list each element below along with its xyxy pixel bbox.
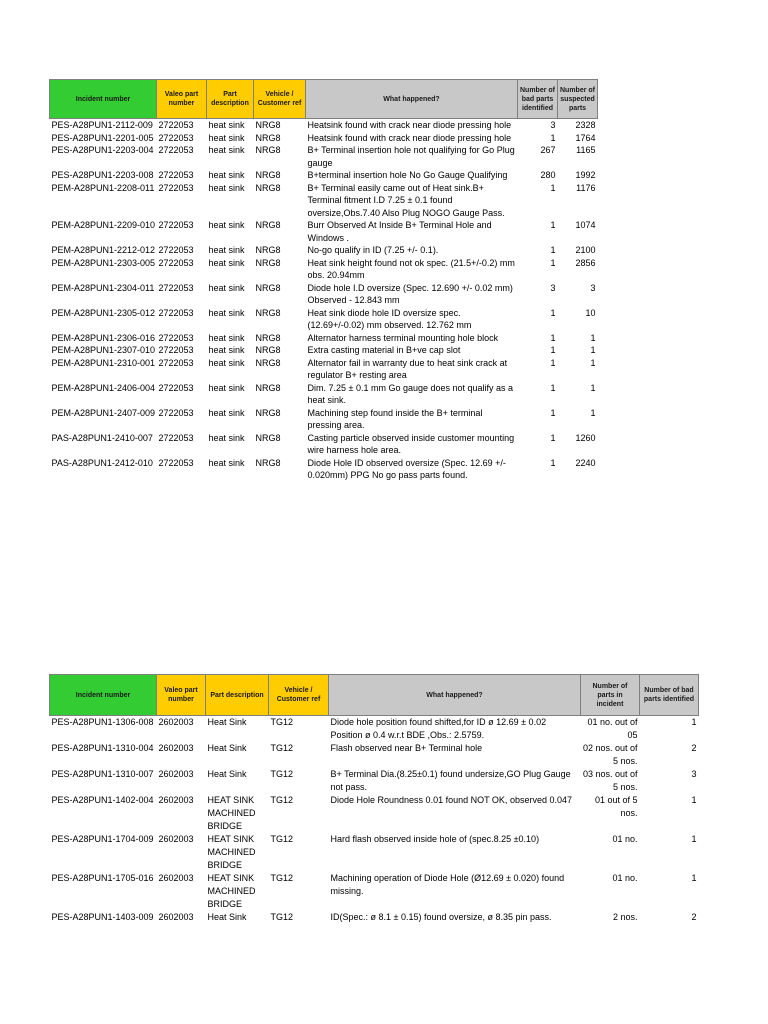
cell-incident-number: PEM-A28PUN1-2306-016 [51, 332, 156, 343]
cell-incident-number: PEM-A28PUN1-2304-011 [51, 282, 155, 293]
cell-parts-in-incident: 2 nos. [612, 912, 638, 922]
header-vehicle-customer-ref: Vehicle / Customer ref [269, 675, 329, 716]
cell-part-description: Heat Sink [207, 769, 247, 779]
cell-what-happened: Heatsink found with crack near diode pressing hole [307, 132, 512, 143]
table-row [50, 432, 598, 457]
header-what-happened: What happened? [306, 80, 518, 119]
cell-part-description: heat sink [208, 282, 245, 293]
cell-part-description: Heat Sink [207, 743, 247, 753]
cell-part-description: heat sink [208, 457, 245, 468]
cell-what-happened: Burr Observed At Inside B+ Terminal Hole and Windows . [307, 220, 492, 243]
cell-part-description: heat sink [208, 245, 245, 255]
cell-part-description: heat sink [208, 132, 245, 143]
cell-suspected-parts: 2100 [575, 245, 596, 255]
header-part-description: Part description [206, 675, 269, 716]
table-row [50, 182, 598, 220]
cell-part-description: heat sink [208, 382, 245, 393]
cell-bad-parts: 2 [691, 912, 697, 922]
cell-suspected-parts: 1176 [576, 182, 596, 193]
cell-parts-in-incident: 01 no. [612, 873, 638, 883]
table-row [50, 872, 699, 911]
cell-bad-parts: 1 [691, 834, 697, 844]
header-what-happened: What happened? [329, 675, 581, 716]
cell-incident-number: PES-A28PUN1-1705-016 [51, 873, 154, 883]
cell-bad-parts: 1 [550, 332, 556, 343]
cell-what-happened: Casting particle observed inside customer mounting wire harness hole area. [307, 432, 515, 455]
cell-part-number: 2722053 [158, 407, 194, 418]
cell-vehicle: TG12 [270, 717, 294, 727]
cell-incident-number: PES-A28PUN1-2203-004 [51, 145, 154, 155]
cell-what-happened: Flash observed near B+ Terminal hole [330, 743, 483, 753]
cell-vehicle: NRG8 [255, 307, 281, 318]
cell-bad-parts: 3 [691, 769, 697, 779]
cell-what-happened: Diode Hole ID observed oversize (Spec. 12.69 +/- 0.020mm) PPG No go pass parts found. [307, 457, 506, 480]
cell-what-happened: Diode hole position found shifted,for ID ø 12.69 ± 0.02 Position ø 0.4 w.r.t BDE ,Obs.: 2.5759. [330, 717, 547, 740]
cell-incident-number: PES-A28PUN1-2112-009 [51, 120, 153, 130]
cell-part-number: 2602003 [158, 769, 194, 779]
cell-vehicle: TG12 [270, 834, 294, 844]
table-header-row [50, 675, 699, 716]
table-row [50, 716, 699, 743]
cell-what-happened: Dim. 7.25 ± 0.1 mm Go gauge does not qualify as a heat sink. [307, 382, 514, 405]
cell-part-number: 2722053 [158, 357, 194, 368]
cell-part-description: heat sink [208, 120, 245, 130]
table-row [50, 307, 598, 332]
cell-part-number: 2722053 [158, 132, 194, 143]
cell-suspected-parts: 3 [590, 282, 596, 293]
cell-bad-parts: 1 [550, 357, 556, 368]
cell-bad-parts: 267 [540, 145, 556, 155]
cell-bad-parts: 1 [550, 182, 556, 193]
table-row [50, 144, 598, 169]
cell-what-happened: B+ Terminal easily came out of Heat sink.B+ Terminal fitment I.D 7.25 ± 0.1 found oversize,Obs.7.40 Also Plug NOGO Gauge Pass. [307, 182, 505, 218]
cell-part-number: 2722053 [158, 145, 194, 155]
cell-parts-in-incident: 01 no. [612, 834, 638, 844]
cell-part-description: heat sink [208, 257, 245, 268]
cell-vehicle: NRG8 [255, 220, 281, 230]
cell-suspected-parts: 1260 [575, 432, 596, 443]
cell-part-description: heat sink [208, 145, 245, 155]
header-incident-number: Incident number [50, 675, 157, 716]
cell-vehicle: NRG8 [255, 407, 281, 418]
cell-part-number: 2722053 [158, 332, 194, 343]
cell-incident-number: PEM-A28PUN1-2208-011 [51, 182, 155, 193]
header-incident-number: Incident number [50, 80, 157, 119]
cell-vehicle: NRG8 [255, 457, 281, 468]
cell-bad-parts: 1 [550, 307, 556, 318]
cell-part-description: heat sink [208, 332, 245, 343]
header-suspected-parts: Number of suspected parts [558, 80, 598, 119]
cell-incident-number: PEM-A28PUN1-2310-001 [51, 357, 156, 368]
cell-suspected-parts: 10 [585, 307, 596, 318]
cell-suspected-parts: 2856 [575, 257, 596, 268]
table-row [50, 407, 598, 432]
cell-part-description: Heat Sink [207, 717, 247, 727]
cell-part-description: heat sink [208, 345, 245, 355]
header-valeo-part-number: Valeo part number [157, 80, 207, 119]
cell-part-number: 2722053 [158, 345, 194, 355]
cell-incident-number: PEM-A28PUN1-2209-010 [51, 220, 156, 230]
cell-part-description: heat sink [208, 170, 245, 180]
header-valeo-part-number: Valeo part number [157, 675, 206, 716]
cell-what-happened: Heat sink diode hole ID oversize spec. (12.69+/-0.02) mm observed. 12.762 mm [307, 307, 472, 330]
cell-parts-in-incident: 01 no. out of 05 [587, 717, 638, 740]
table-row [50, 332, 598, 345]
cell-vehicle: TG12 [270, 795, 294, 805]
cell-part-number: 2722053 [158, 282, 194, 293]
cell-incident-number: PES-A28PUN1-1306-008 [51, 717, 154, 727]
cell-vehicle: NRG8 [255, 345, 281, 355]
cell-suspected-parts: 1 [590, 382, 596, 393]
cell-what-happened: Machining operation of Diode Hole (Ø12.69 ± 0.020) found missing. [330, 873, 565, 896]
table-row [50, 742, 699, 768]
cell-part-description: heat sink [208, 307, 245, 318]
cell-vehicle: NRG8 [255, 332, 281, 343]
header-part-description: Part description [207, 80, 254, 119]
incident-table-nrg8 [49, 79, 598, 482]
cell-suspected-parts: 2328 [575, 120, 596, 130]
cell-parts-in-incident: 03 nos. out of 5 nos. [582, 769, 638, 792]
cell-part-number: 2722053 [158, 170, 194, 180]
cell-part-number: 2602003 [158, 717, 194, 727]
cell-incident-number: PAS-A28PUN1-2412-010 [51, 457, 153, 468]
cell-suspected-parts: 1 [590, 407, 596, 418]
incident-table-tg12 [49, 674, 699, 924]
cell-bad-parts: 1 [550, 457, 556, 468]
cell-suspected-parts: 1 [590, 332, 596, 343]
table-row [50, 833, 699, 872]
cell-incident-number: PES-A28PUN1-1402-004 [51, 795, 154, 805]
header-vehicle-customer-ref: Vehicle / Customer ref [254, 80, 306, 119]
cell-part-description: heat sink [208, 357, 245, 368]
table-row [50, 794, 699, 833]
table-row [50, 169, 598, 182]
cell-bad-parts: 1 [550, 382, 556, 393]
cell-what-happened: B+ Terminal Dia.(8.25±0.1) found undersize,GO Plug Gauge not pass. [330, 769, 571, 792]
cell-part-number: 2722053 [158, 220, 194, 230]
table-row [50, 344, 598, 357]
cell-bad-parts: 1 [550, 245, 556, 255]
cell-part-description: HEAT SINK MACHINED BRIDGE [207, 834, 256, 870]
cell-incident-number: PEM-A28PUN1-2307-010 [51, 345, 156, 355]
cell-parts-in-incident: 01 out of 5 nos. [594, 795, 638, 818]
table-row [50, 282, 598, 307]
cell-incident-number: PES-A28PUN1-2201-005 [51, 132, 154, 143]
cell-part-number: 2602003 [158, 795, 194, 805]
cell-incident-number: PES-A28PUN1-1704-009 [51, 834, 154, 844]
cell-vehicle: NRG8 [255, 132, 281, 143]
cell-vehicle: NRG8 [255, 170, 281, 180]
table-row [50, 768, 699, 794]
cell-part-number: 2722053 [158, 382, 194, 393]
header-bad-parts: Number of bad parts identified [640, 675, 699, 716]
cell-what-happened: Diode Hole Roundness 0.01 found NOT OK, observed 0.047 [330, 795, 572, 805]
cell-part-number: 2602003 [158, 912, 194, 922]
cell-bad-parts: 1 [691, 795, 697, 805]
cell-vehicle: TG12 [270, 912, 294, 922]
cell-part-description: heat sink [208, 220, 245, 230]
cell-bad-parts: 3 [550, 120, 556, 130]
header-bad-parts: Number of bad parts identified [518, 80, 558, 119]
cell-bad-parts: 3 [550, 282, 556, 293]
cell-part-number: 2722053 [158, 120, 194, 130]
cell-bad-parts: 2 [691, 743, 697, 753]
cell-suspected-parts: 1074 [575, 220, 596, 230]
cell-incident-number: PEM-A28PUN1-2407-009 [51, 407, 156, 418]
cell-bad-parts: 1 [550, 220, 556, 230]
table-header-row [50, 80, 598, 119]
cell-vehicle: NRG8 [255, 182, 281, 193]
table-row [50, 911, 699, 924]
table-row [50, 244, 598, 257]
cell-what-happened: Extra casting material in B+ve cap slot [307, 345, 461, 355]
cell-vehicle: TG12 [270, 743, 294, 753]
cell-incident-number: PES-A28PUN1-1310-007 [51, 769, 154, 779]
cell-what-happened: Alternator harness terminal mounting hole block [307, 332, 499, 343]
cell-what-happened: Hard flash observed inside hole of (spec.8.25 ±0.10) [330, 834, 540, 844]
table-row [50, 457, 598, 482]
cell-bad-parts: 1 [550, 345, 556, 355]
cell-suspected-parts: 1764 [575, 132, 596, 143]
cell-bad-parts: 1 [691, 717, 697, 727]
cell-suspected-parts: 1992 [575, 170, 596, 180]
cell-part-description: Heat Sink [207, 912, 247, 922]
cell-incident-number: PAS-A28PUN1-2410-007 [51, 432, 153, 443]
cell-bad-parts: 1 [550, 132, 556, 143]
cell-part-description: heat sink [208, 407, 245, 418]
cell-bad-parts: 1 [550, 432, 556, 443]
cell-part-description: heat sink [208, 182, 245, 193]
cell-vehicle: NRG8 [255, 245, 281, 255]
cell-bad-parts: 1 [550, 407, 556, 418]
cell-vehicle: NRG8 [255, 145, 281, 155]
cell-what-happened: ID(Spec.: ø 8.1 ± 0.15) found oversize, ø 8.35 pin pass. [330, 912, 552, 922]
cell-incident-number: PES-A28PUN1-1310-004 [51, 743, 154, 753]
cell-part-number: 2602003 [158, 743, 194, 753]
cell-what-happened: Alternator fail in warranty due to heat sink crack at regulator B+ resting area [307, 357, 508, 380]
header-parts-in-incident: Number of parts in incident [581, 675, 640, 716]
table-row [50, 257, 598, 282]
table-row [50, 357, 598, 382]
cell-what-happened: Machining step found inside the B+ terminal pressing area. [307, 407, 483, 430]
cell-part-number: 2722053 [158, 457, 194, 468]
cell-vehicle: NRG8 [255, 257, 281, 268]
cell-bad-parts: 1 [550, 257, 556, 268]
cell-vehicle: NRG8 [255, 432, 281, 443]
cell-part-number: 2722053 [158, 182, 194, 193]
cell-parts-in-incident: 02 nos. out of 5 nos. [582, 743, 638, 766]
cell-what-happened: Heat sink height found not ok spec. (21.5+/-0.2) mm obs. 20.94mm [307, 257, 515, 280]
cell-incident-number: PEM-A28PUN1-2406-004 [51, 382, 156, 393]
cell-incident-number: PES-A28PUN1-1403-009 [51, 912, 154, 922]
cell-part-number: 2722053 [158, 245, 194, 255]
cell-what-happened: Diode hole I.D oversize (Spec. 12.690 +/- 0.02 mm) Observed - 12.843 mm [307, 282, 513, 305]
cell-incident-number: PES-A28PUN1-2203-008 [51, 170, 154, 180]
table-row [50, 382, 598, 407]
cell-vehicle: TG12 [270, 769, 294, 779]
cell-vehicle: NRG8 [255, 382, 281, 393]
cell-what-happened: Heatsink found with crack near diode pressing hole [307, 120, 512, 130]
cell-part-description: heat sink [208, 432, 245, 443]
cell-suspected-parts: 1 [590, 357, 596, 368]
cell-part-description: HEAT SINK MACHINED BRIDGE [207, 873, 256, 909]
cell-what-happened: B+ Terminal insertion hole not qualifying for Go Plug gauge [307, 145, 515, 168]
cell-vehicle: NRG8 [255, 282, 281, 293]
cell-suspected-parts: 1 [590, 345, 596, 355]
cell-vehicle: NRG8 [255, 357, 281, 368]
cell-part-number: 2722053 [158, 307, 194, 318]
cell-vehicle: NRG8 [255, 120, 281, 130]
cell-part-number: 2722053 [158, 257, 194, 268]
cell-bad-parts: 280 [540, 170, 556, 180]
cell-part-description: HEAT SINK MACHINED BRIDGE [207, 795, 256, 831]
cell-suspected-parts: 1165 [576, 145, 596, 155]
cell-bad-parts: 1 [691, 873, 697, 883]
cell-suspected-parts: 2240 [575, 457, 596, 468]
table-row [50, 132, 598, 145]
cell-incident-number: PEM-A28PUN1-2212-012 [51, 245, 156, 255]
cell-part-number: 2722053 [158, 432, 194, 443]
table-row [50, 219, 598, 244]
cell-part-number: 2602003 [158, 834, 194, 844]
cell-what-happened: B+terminal insertion hole No Go Gauge Qualifying [307, 170, 508, 180]
cell-vehicle: TG12 [270, 873, 294, 883]
table-row [50, 119, 598, 132]
cell-incident-number: PEM-A28PUN1-2305-012 [51, 307, 156, 318]
cell-incident-number: PEM-A28PUN1-2303-005 [51, 257, 156, 268]
cell-what-happened: No-go qualify in ID (7.25 +/- 0.1). [307, 245, 439, 255]
cell-part-number: 2602003 [158, 873, 194, 883]
